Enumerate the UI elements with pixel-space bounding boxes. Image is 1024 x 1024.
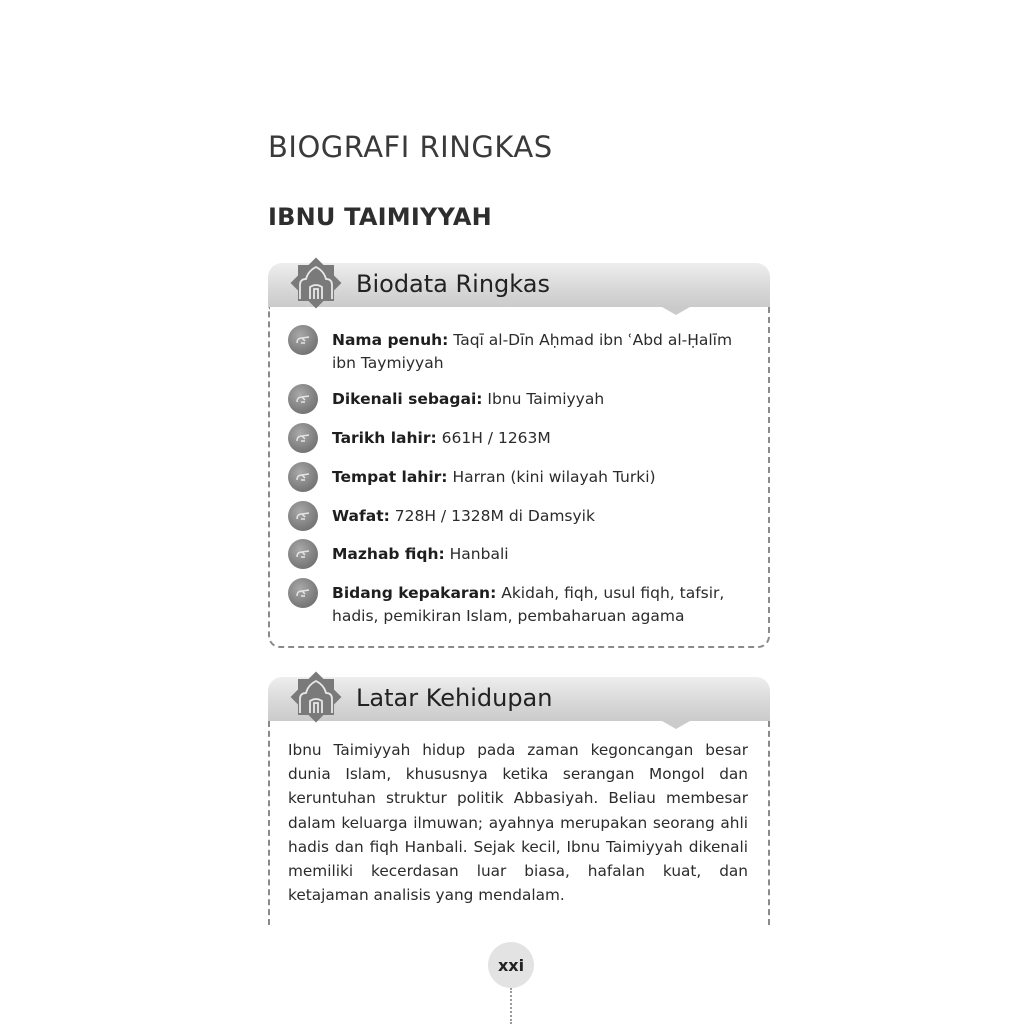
latar-body [268, 721, 770, 925]
biodata-header [268, 263, 770, 307]
page-number-connector [510, 988, 512, 1024]
biodata-box [268, 263, 770, 648]
list-item [288, 505, 750, 531]
item-value: Harran (kini wilayah Turki) [452, 468, 656, 486]
list-item [288, 582, 750, 628]
list-item [288, 427, 750, 453]
biodata-heading: Biodata Ringkas [356, 270, 550, 298]
latar-paragraph: Ibnu Taimiyyah hidup pada zaman kegoncangan besar dunia Islam, khususnya ketika serangan Mongol dan keruntuhan struktur politik Abbasiyah. Beliau membesar dalam keluarga ilmuwan; ayahnya merupakan seorang ahli hadis dan fiqh Hanbali. Sejak kecil, Ibnu Taimiyyah dikenali memiliki kecerdasan luar biasa, hafalan kuat, dan ketajaman analisis yang mendalam. [288, 741, 748, 905]
list-item [288, 388, 750, 414]
item-value: Taqī al-Dīn Aḥmad ibn ʿAbd al-Ḥalīm ibn Taymiyyah [332, 331, 733, 372]
item-label: Bidang kepakaran: [332, 584, 497, 602]
latar-header [268, 677, 770, 721]
list-item [288, 329, 750, 375]
item-value: Hanbali [449, 545, 509, 563]
list-item [288, 543, 750, 569]
item-label: Dikenali sebagai: [332, 390, 483, 408]
item-label: Nama penuh: [332, 331, 449, 349]
item-label: Wafat: [332, 507, 390, 525]
mosque-arch-emblem-icon [284, 251, 348, 315]
pointing-hand-icon [288, 462, 318, 492]
biodata-body [268, 307, 770, 648]
item-label: Mazhab fiqh: [332, 545, 445, 563]
pointing-hand-icon [288, 501, 318, 531]
list-item [288, 466, 750, 492]
header-notch [662, 721, 690, 729]
latar-heading: Latar Kehidupan [356, 684, 553, 712]
pointing-hand-icon [288, 325, 318, 355]
header-notch [662, 307, 690, 315]
page-title: BIOGRAFI RINGKAS [268, 130, 553, 164]
item-label: Tempat lahir: [332, 468, 448, 486]
page-number: xxi [488, 942, 534, 988]
item-label: Tarikh lahir: [332, 429, 437, 447]
subject-title: IBNU TAIMIYYAH [268, 203, 492, 231]
item-value: Ibnu Taimiyyah [487, 390, 605, 408]
latar-kehidupan-box [268, 677, 770, 925]
pointing-hand-icon [288, 578, 318, 608]
item-value: Akidah, fiqh, usul fiqh, tafsir, hadis, pemikiran Islam, pembaharuan agama [332, 584, 725, 625]
item-value: 728H / 1328M di Damsyik [394, 507, 595, 525]
mosque-arch-emblem-icon [284, 665, 348, 729]
item-value: 661H / 1263M [441, 429, 551, 447]
pointing-hand-icon [288, 539, 318, 569]
pointing-hand-icon [288, 384, 318, 414]
pointing-hand-icon [288, 423, 318, 453]
